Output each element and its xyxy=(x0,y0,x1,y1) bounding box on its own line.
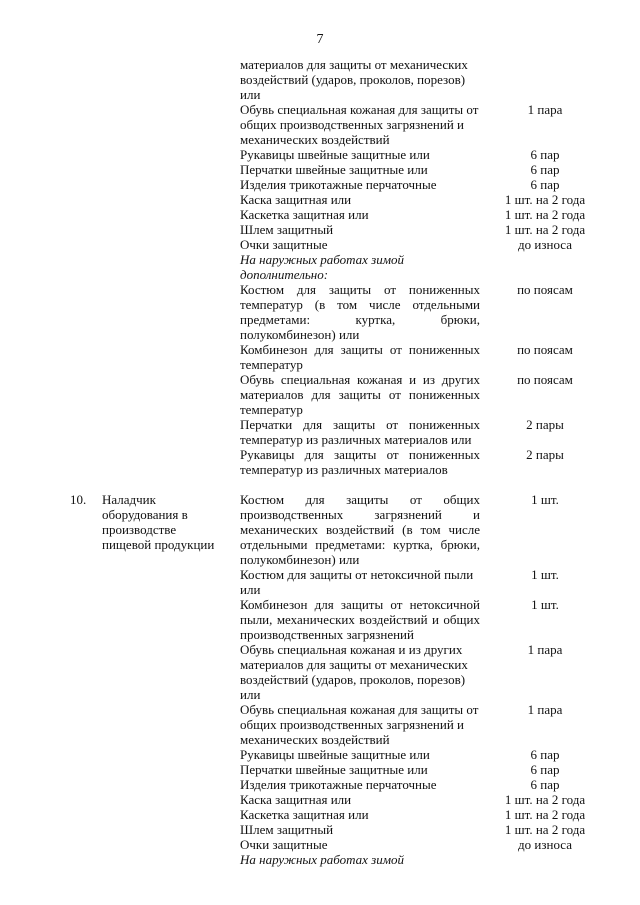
issue-norm: по поясам xyxy=(517,342,573,357)
equipment-description: Перчатки швейные защитные или xyxy=(240,762,428,777)
equipment-description: Каска защитная или xyxy=(240,792,352,807)
issue-norm: 6 пар xyxy=(530,762,560,777)
issue-norm: 1 шт. на 2 года xyxy=(504,192,586,207)
issue-norm: 1 шт. на 2 года xyxy=(504,807,586,822)
issue-norm: 6 пар xyxy=(530,177,560,192)
ppe-table xyxy=(0,57,640,867)
equipment-description: Изделия трикотажные перчаточные xyxy=(240,177,437,192)
equipment-description: Костюм для защиты от общих производственных загрязнений и механических воздействий (в том числе отдельными предметами: куртка, брюки, полукомбинезон) или xyxy=(240,492,480,567)
equipment-description: Перчатки для защиты от пониженных температур из различных материалов или xyxy=(240,417,480,447)
equipment-description: Очки защитные xyxy=(240,837,328,852)
equipment-description: Очки защитные xyxy=(240,237,328,252)
issue-norm: 1 шт. xyxy=(531,492,559,507)
equipment-description: Изделия трикотажные перчаточные xyxy=(240,777,437,792)
issue-norm: 1 шт. на 2 года xyxy=(504,222,586,237)
table-row xyxy=(0,492,640,567)
equipment-description: Обувь специальная кожаная и из других материалов для защиты от пониженных температур xyxy=(240,372,480,417)
table-row xyxy=(0,837,640,852)
issue-norm: 6 пар xyxy=(530,147,560,162)
equipment-description: Шлем защитный xyxy=(240,822,334,837)
row-spacer xyxy=(0,477,640,492)
issue-norm: до износа xyxy=(518,837,572,852)
table-row xyxy=(0,162,640,177)
issue-norm: до износа xyxy=(518,237,572,252)
table-row xyxy=(0,192,640,207)
issue-norm: 6 пар xyxy=(530,162,560,177)
equipment-description: Рукавицы швейные защитные или xyxy=(240,747,430,762)
issue-norm: 6 пар xyxy=(530,777,560,792)
equipment-description: Перчатки швейные защитные или xyxy=(240,162,428,177)
table-row xyxy=(0,747,640,762)
issue-norm: по поясам xyxy=(517,282,573,297)
issue-norm: 1 шт. на 2 года xyxy=(504,792,586,807)
equipment-description: Обувь специальная кожаная для защиты от общих производственных загрязнений и механических воздействий xyxy=(240,102,479,147)
table-row xyxy=(0,852,640,867)
table-row xyxy=(0,252,640,282)
table-row xyxy=(0,102,640,147)
table-row xyxy=(0,642,640,702)
table-row xyxy=(0,177,640,192)
table-row xyxy=(0,57,640,102)
page-number: 7 xyxy=(316,32,324,47)
issue-norm: 1 пара xyxy=(527,642,563,657)
equipment-description: Каскетка защитная или xyxy=(240,807,369,822)
table-row xyxy=(0,567,640,597)
issue-norm: 2 пары xyxy=(526,417,564,432)
issue-norm: 1 шт. xyxy=(531,567,559,582)
item-number: 10. xyxy=(70,492,87,507)
equipment-description: Комбинезон для защиты от пониженных температур xyxy=(240,342,480,372)
equipment-description: Рукавицы для защиты от пониженных температур из различных материалов xyxy=(240,447,480,477)
issue-norm: 2 пары xyxy=(526,447,564,462)
table-row xyxy=(0,807,640,822)
equipment-description: Рукавицы швейные защитные или xyxy=(240,147,430,162)
table-row xyxy=(0,822,640,837)
table-row xyxy=(0,447,640,477)
section-note: На наружных работах зимой xyxy=(240,852,405,867)
table-row xyxy=(0,237,640,252)
table-row xyxy=(0,342,640,372)
table-row xyxy=(0,702,640,747)
issue-norm: 1 шт. xyxy=(531,597,559,612)
table-row xyxy=(0,147,640,162)
equipment-description: Каска защитная или xyxy=(240,192,352,207)
table-row xyxy=(0,282,640,342)
issue-norm: 1 пара xyxy=(527,702,563,717)
equipment-description: Обувь специальная кожаная и из других материалов для защиты от механических воздействий (ударов, проколов, порезов) или xyxy=(240,642,468,702)
section-note: На наружных работах зимой дополнительно: xyxy=(240,252,405,282)
equipment-description: Обувь специальная кожаная для защиты от общих производственных загрязнений и механических воздействий xyxy=(240,702,479,747)
table-row xyxy=(0,597,640,642)
issue-norm: по поясам xyxy=(517,372,573,387)
issue-norm: 1 пара xyxy=(527,102,563,117)
equipment-description: Костюм для защиты от пониженных температур (в том числе отдельными предметами: куртка, брюки, полукомбинезон) или xyxy=(240,282,480,342)
table-row xyxy=(0,207,640,222)
profession-name: Наладчик оборудования в производстве пищевой продукции xyxy=(102,492,215,552)
table-row xyxy=(0,777,640,792)
equipment-description: Костюм для защиты от нетоксичной пыли или xyxy=(240,567,474,597)
table-row xyxy=(0,762,640,777)
table-row xyxy=(0,222,640,237)
table-row xyxy=(0,417,640,447)
equipment-description: материалов для защиты от механических воздействий (ударов, проколов, порезов) или xyxy=(240,57,468,102)
equipment-description: Шлем защитный xyxy=(240,222,334,237)
issue-norm: 6 пар xyxy=(530,747,560,762)
issue-norm: 1 шт. на 2 года xyxy=(504,822,586,837)
equipment-description: Каскетка защитная или xyxy=(240,207,369,222)
equipment-description: Комбинезон для защиты от нетоксичной пыли, механических воздействий и общих производственных загрязнений xyxy=(240,597,480,642)
table-row xyxy=(0,792,640,807)
table-row xyxy=(0,372,640,417)
issue-norm: 1 шт. на 2 года xyxy=(504,207,586,222)
